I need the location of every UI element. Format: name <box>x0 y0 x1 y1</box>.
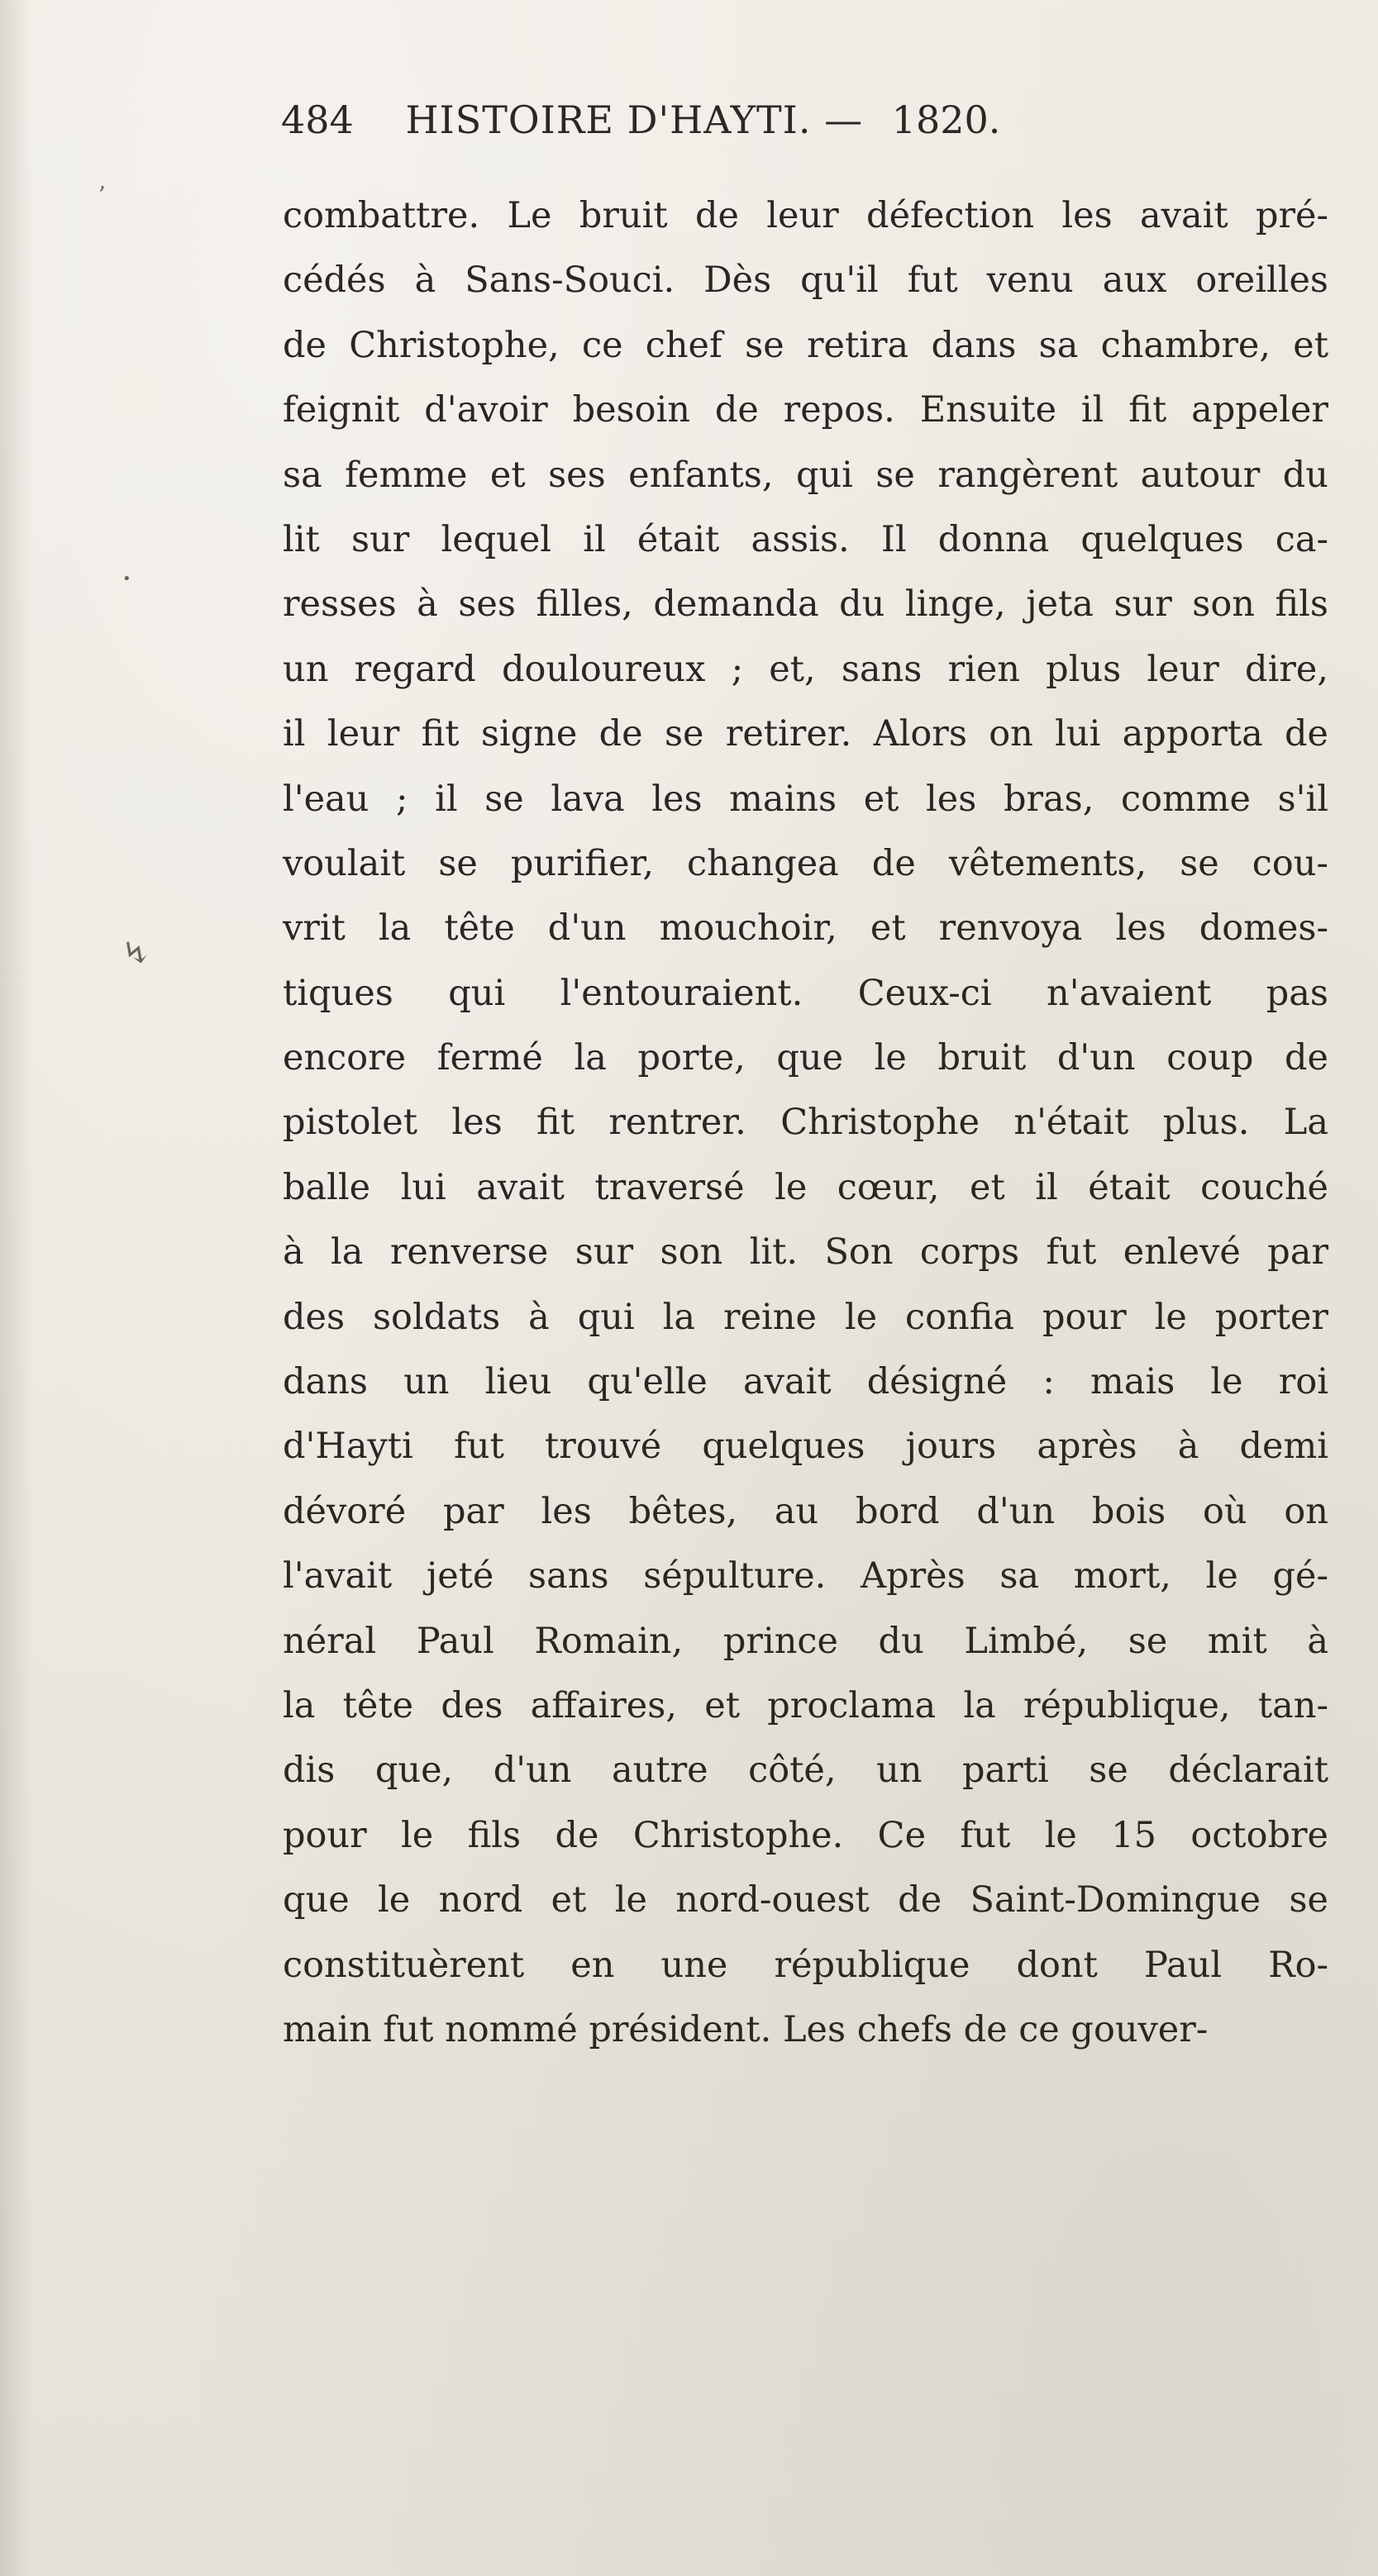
text-line: dis que, d'un autre côté, un parti se déclarait <box>283 1750 1328 1792</box>
text-line: un regard douloureux ; et, sans rien plus leur dire, <box>283 648 1328 690</box>
text-line: l'avait jeté sans sépulture. Après sa mort, le gé- <box>283 1555 1328 1598</box>
running-head <box>281 98 1190 164</box>
margin-pen-mark: ↯ <box>117 930 156 976</box>
text-line: cédés à Sans-Souci. Dès qu'il fut venu aux oreilles <box>283 260 1328 302</box>
text-line: main fut nommé président. Les chefs de ce gouver- <box>283 2008 1209 2050</box>
text-line: à la renverse sur son lit. Son corps fut enlevé par <box>283 1231 1328 1274</box>
text-line: combattre. Le bruit de leur défection les avait pré- <box>283 195 1328 236</box>
text-line: feignit d'avoir besoin de repos. Ensuite il fit appeler <box>283 389 1328 431</box>
text-line: néral Paul Romain, prince du Limbé, se mit à <box>283 1620 1328 1662</box>
body-text <box>283 183 1328 2062</box>
gutter-shadow <box>0 0 33 2576</box>
text-line: dévoré par les bêtes, au bord d'un bois où on <box>283 1490 1328 1532</box>
text-line: des soldats à qui la reine le confia pour le porter <box>283 1296 1328 1338</box>
margin-speck: • <box>122 570 131 588</box>
text-line: de Christophe, ce chef se retira dans sa chambre, et <box>283 324 1328 366</box>
text-line: sa femme et ses enfants, qui se rangèrent autour du <box>283 454 1328 496</box>
text-line: que le nord et le nord-ouest de Saint-Domingue se <box>283 1879 1328 1921</box>
text-line: voulait se purifier, changea de vêtements, se cou- <box>283 842 1328 884</box>
text-line: constituèrent en une république dont Paul Ro- <box>283 1944 1328 1986</box>
text-line: balle lui avait traversé le cœur, et il était couché <box>283 1166 1328 1208</box>
text-line: il leur fit signe de se retirer. Alors on lui apporta de <box>283 713 1328 755</box>
running-head-title: HISTOIRE D'HAYTI. — <box>405 98 864 142</box>
text-line: pistolet les fit rentrer. Christophe n'était plus. La <box>283 1102 1328 1144</box>
text-line: encore fermé la porte, que le bruit d'un coup de <box>283 1037 1328 1079</box>
text-line: dans un lieu qu'elle avait désigné : mais le roi <box>283 1361 1328 1403</box>
page-number: 484 <box>281 98 354 142</box>
text-line: tiques qui l'entouraient. Ceux-ci n'avaient pas <box>283 972 1328 1014</box>
text-line: d'Hayti fut trouvé quelques jours après à demi <box>283 1426 1328 1468</box>
text-line: resses à ses filles, demanda du linge, jeta sur son fils <box>283 583 1328 626</box>
text-line: la tête des affaires, et proclama la république, tan- <box>283 1684 1328 1726</box>
text-line: l'eau ; il se lava les mains et les bras, comme s'il <box>283 778 1328 820</box>
text-line: pour le fils de Christophe. Ce fut le 15 octobre <box>283 1814 1328 1856</box>
running-head-year: 1820. <box>891 98 1001 142</box>
margin-speck: ʼ <box>98 182 105 209</box>
text-line: lit sur lequel il était assis. Il donna quelques ca- <box>283 518 1328 560</box>
text-line: vrit la tête d'un mouchoir, et renvoya les domes- <box>283 907 1328 950</box>
